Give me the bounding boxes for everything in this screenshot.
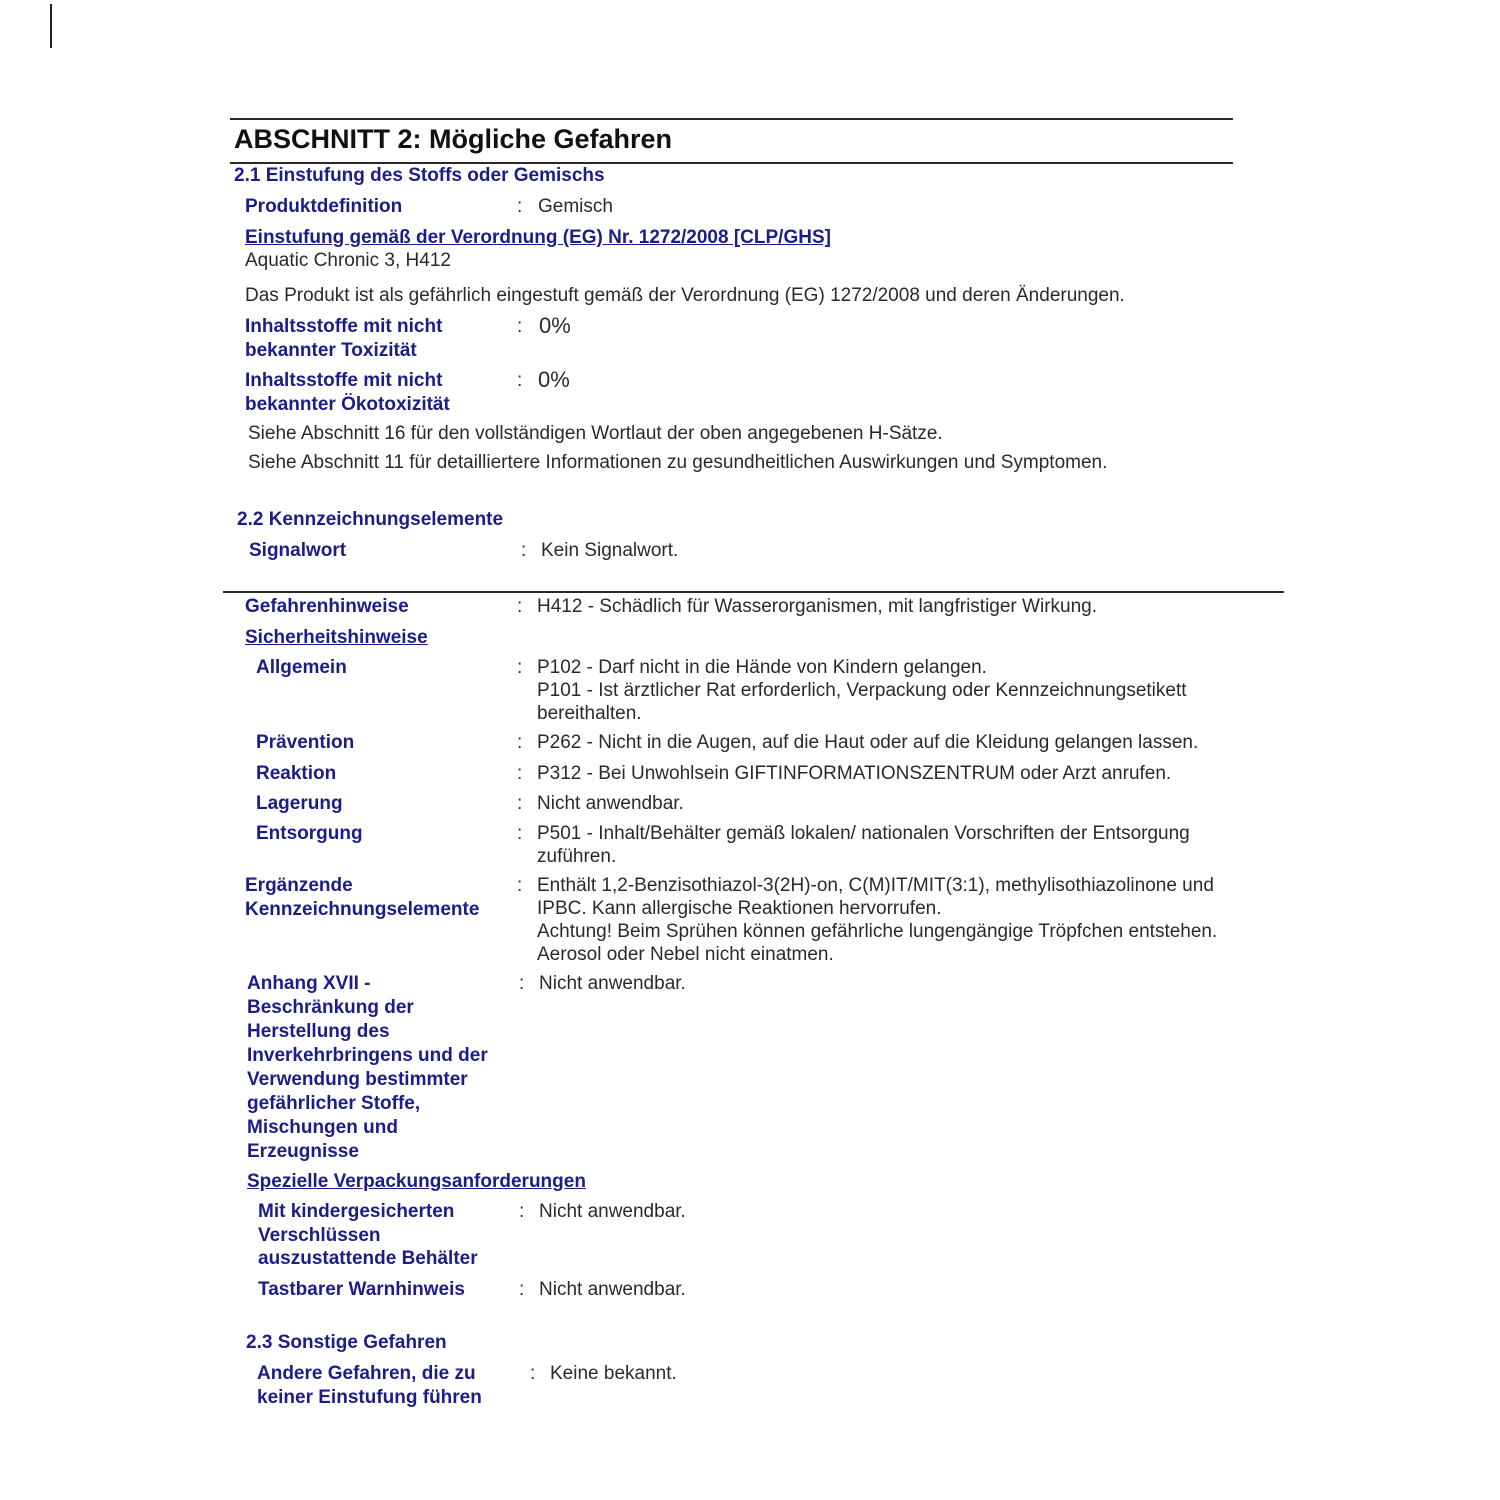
toxicity-value: 0% <box>539 313 571 338</box>
heading-2-1: 2.1 Einstufung des Stoffs oder Gemischs <box>234 165 605 186</box>
colon: : <box>517 793 523 814</box>
reaktion-value: P312 - Bei Unwohlsein GIFTINFORMATIONSZENTRUM oder Arzt anrufen. <box>537 763 1172 784</box>
gefahrenhinweise-label: Gefahrenhinweise <box>245 596 409 617</box>
colon: : <box>530 1363 536 1384</box>
colon: : <box>519 973 525 994</box>
ergaenzende-label: Ergänzende Kennzeichnungselemente <box>245 875 480 920</box>
produktdefinition-value: Gemisch <box>538 196 613 217</box>
toxicity-label: Inhaltsstoffe mit nicht bekannter Toxizität <box>245 316 443 361</box>
produktdefinition-label: Produktdefinition <box>245 196 403 217</box>
allgemein-label: Allgemein <box>256 657 347 678</box>
lagerung-value: Nicht anwendbar. <box>537 793 684 814</box>
colon: : <box>517 196 523 217</box>
gefahrenhinweise-value: H412 - Schädlich für Wasserorganismen, mit langfristiger Wirkung. <box>537 596 1097 617</box>
praevention-value: P262 - Nicht in die Augen, auf die Haut oder auf die Kleidung gelangen lassen. <box>537 732 1199 753</box>
sicherheitshinweise-heading: Sicherheitshinweise <box>245 627 428 648</box>
classification-text: Aquatic Chronic 3, H412 <box>245 250 451 271</box>
classification-statement: Das Produkt ist als gefährlich eingestuft gemäß der Verordnung (EG) 1272/2008 und deren Änderungen. <box>245 285 1125 306</box>
andere-gefahren-label: Andere Gefahren, die zu keiner Einstufung führen <box>257 1363 482 1408</box>
colon: : <box>517 657 523 678</box>
entsorgung-label: Entsorgung <box>256 823 363 844</box>
page-break-rule <box>223 591 1284 593</box>
ergaenzende-value: Enthält 1,2-Benzisothiazol-3(2H)-on, C(M)IT/MIT(3:1), methylisothiazolinone und IPBC. Kann allergische Reaktionen hervorrufen. Achtung! Beim Sprühen können gefährliche lungengängige Tröpfchen entstehen. Aerosol oder Nebel nicht einatmen. <box>537 875 1218 965</box>
reaktion-label: Reaktion <box>256 763 337 784</box>
colon: : <box>517 875 523 896</box>
ecotoxicity-label: Inhaltsstoffe mit nicht bekannter Ökotoxizität <box>245 370 450 415</box>
note-h-phrases: Siehe Abschnitt 16 für den vollständigen Wortlaut der oben angegebenen H-Sätze. <box>248 423 943 444</box>
colon: : <box>517 596 523 617</box>
andere-gefahren-value: Keine bekannt. <box>550 1363 677 1384</box>
praevention-label: Prävention <box>256 732 355 753</box>
verpackung-heading: Spezielle Verpackungsanforderungen <box>247 1171 586 1192</box>
colon: : <box>519 1201 525 1222</box>
heading-2-3: 2.3 Sonstige Gefahren <box>246 1332 447 1353</box>
colon: : <box>517 370 523 391</box>
kindersicher-label: Mit kindergesicherten Verschlüssen auszustattende Behälter <box>258 1201 478 1269</box>
note-health-effects: Siehe Abschnitt 11 für detailliertere Informationen zu gesundheitlichen Auswirkungen und Symptomen. <box>248 452 1108 473</box>
signalwort-label: Signalwort <box>249 540 347 561</box>
colon: : <box>521 540 527 561</box>
colon: : <box>519 1279 525 1300</box>
colon: : <box>517 316 523 337</box>
text-cursor <box>50 4 52 48</box>
anhang-xvii-value: Nicht anwendbar. <box>539 973 686 994</box>
entsorgung-value: P501 - Inhalt/Behälter gemäß lokalen/ nationalen Vorschriften der Entsorgung zuführen. <box>537 823 1190 867</box>
section-title: ABSCHNITT 2: Mögliche Gefahren <box>234 124 673 154</box>
colon: : <box>517 732 523 753</box>
tastbar-label: Tastbarer Warnhinweis <box>258 1279 465 1300</box>
clp-heading: Einstufung gemäß der Verordnung (EG) Nr. 1272/2008 [CLP/GHS] <box>245 227 831 248</box>
allgemein-value: P102 - Darf nicht in die Hände von Kindern gelangen. P101 - Ist ärztlicher Rat erforderlich, Verpackung oder Kennzeichnungsetikett bereithalten. <box>537 657 1187 724</box>
kindersicher-value: Nicht anwendbar. <box>539 1201 686 1222</box>
tastbar-value: Nicht anwendbar. <box>539 1279 686 1300</box>
heading-2-2: 2.2 Kennzeichnungselemente <box>237 509 504 530</box>
anhang-xvii-label: Anhang XVII - Beschränkung der Herstellung des Inverkehrbringens und der Verwendung bestimmter gefährlicher Stoffe, Mischungen und Erzeugnisse <box>247 973 488 1162</box>
colon: : <box>517 823 523 844</box>
ecotoxicity-value: 0% <box>538 367 570 392</box>
colon: : <box>517 763 523 784</box>
lagerung-label: Lagerung <box>256 793 343 814</box>
signalwort-value: Kein Signalwort. <box>541 540 679 561</box>
top-rule <box>230 118 1233 120</box>
